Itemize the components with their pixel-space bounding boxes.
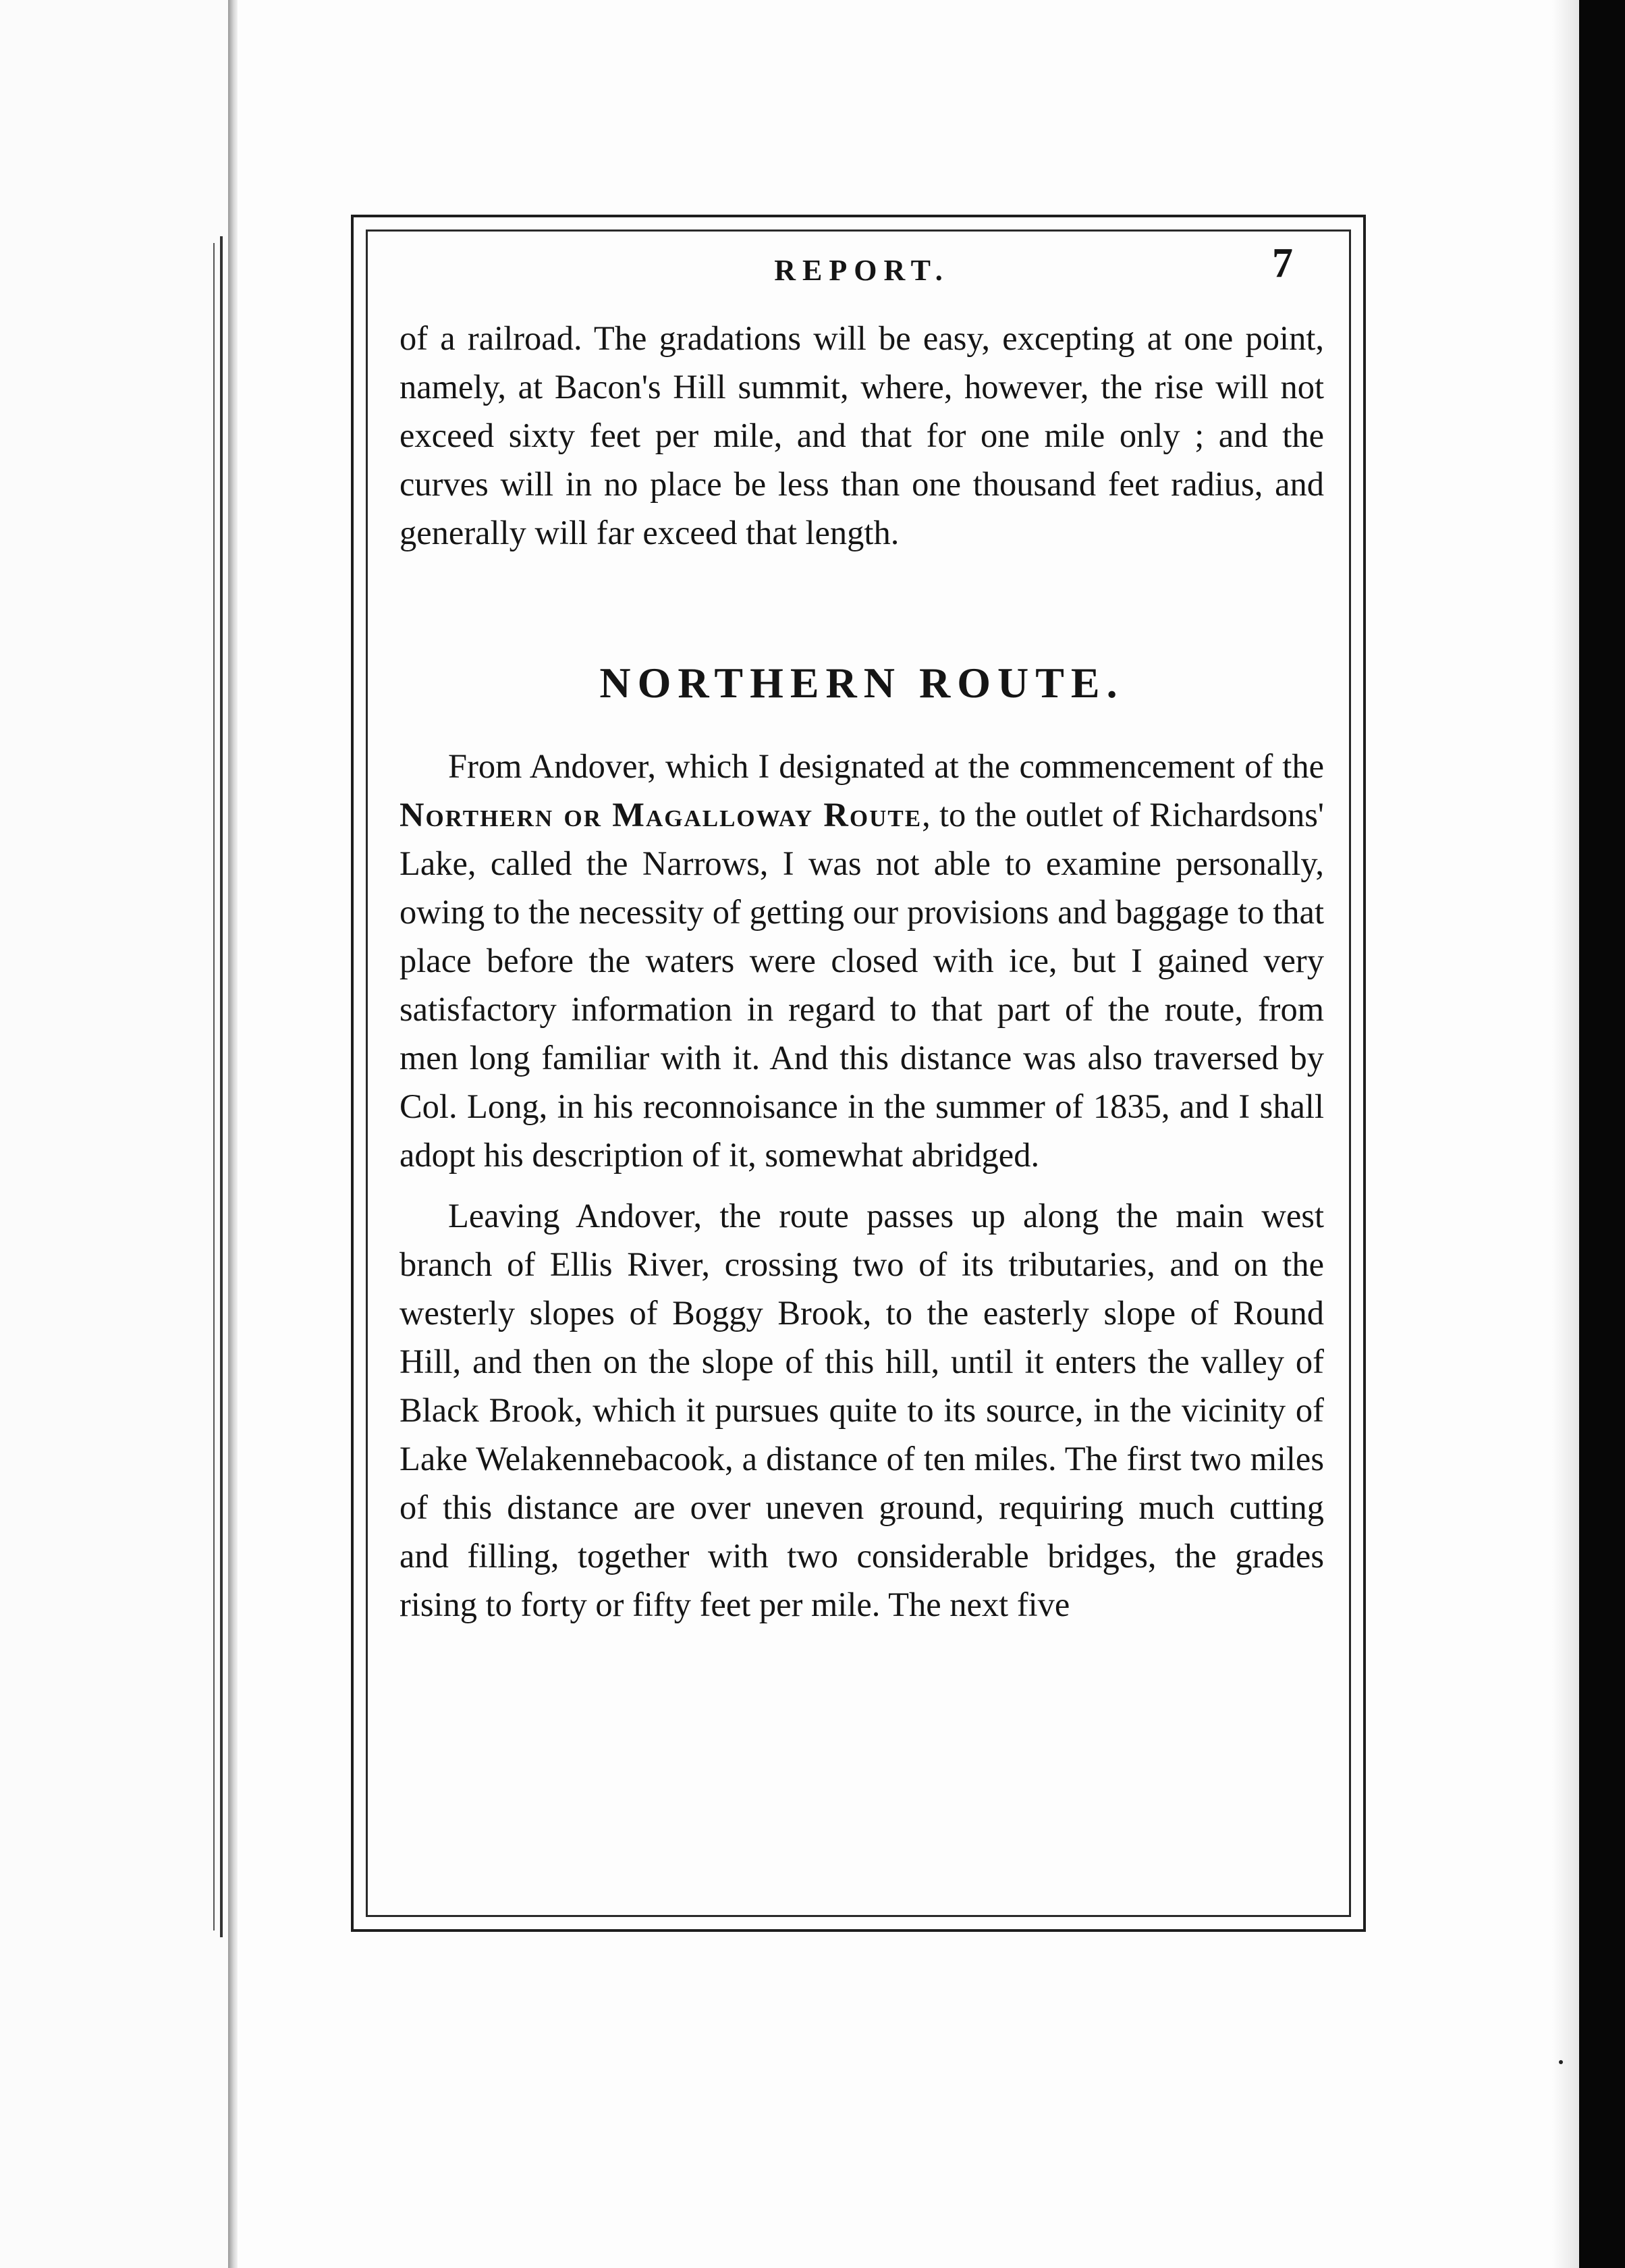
- scan-background-edge: [1579, 0, 1625, 2268]
- northern-route-paragraph-1: [400, 742, 1324, 1179]
- paragraph-1-text-end: , to the outlet of Richardsons' Lake, called the Narrows, I was not able to examine personally, owing to the necessity of getting our provisions and baggage to that place before the waters were closed with ice, but I gained very satisfactory information in regard to that part of the route, from men long familiar with it. And this distance was also traversed by Col. Long, in his reconnoisance in the summer of 1835, and I shall adopt his description of it, somewhat abridged.: [400, 796, 1324, 1174]
- running-head: [400, 240, 1324, 314]
- book-page: [238, 0, 1579, 2268]
- page-text-block: [400, 240, 1324, 1629]
- page-number: 7: [1272, 240, 1293, 286]
- running-head-title: REPORT.: [774, 254, 949, 287]
- previous-page-border-rule-inner: [213, 243, 215, 1931]
- paragraph-1-text-start: From Andover, which I designated at the commencement of the: [448, 747, 1324, 785]
- continued-paragraph: of a railroad. The gradations will be easy, excepting at one point, namely, at Bacon's Hill summit, where, however, the rise will not exceed sixty feet per mile, and that for one mile only ; and the curves will in no place be less than one thousand feet radius, and generally will far exceed that length.: [400, 319, 1324, 551]
- route-name-small-caps: Northern or Magalloway Route: [400, 796, 922, 834]
- northern-route-paragraph-2: Leaving Andover, the route passes up along the main west branch of Ellis River, crossing two of its tributaries, and on the westerly slopes of Boggy Brook, to the easterly slope of Round Hill, and then on the slope of this hill, until it enters the valley of Black Brook, which it pursues quite to its source, in the vicinity of Lake Welakennebacook, a distance of ten miles. The first two miles of this distance are over uneven ground, requiring much cutting and filling, together with two considerable bridges, the grades rising to forty or fifty feet per mile. The next five: [400, 1197, 1324, 1623]
- book-gutter: [228, 0, 238, 2268]
- previous-page: [0, 0, 228, 2268]
- print-speck: [1559, 2060, 1563, 2064]
- page-edge-shadow: [1552, 0, 1579, 2268]
- previous-page-border-rule: [220, 236, 223, 1937]
- section-heading: NORTHERN ROUTE.: [599, 659, 1124, 707]
